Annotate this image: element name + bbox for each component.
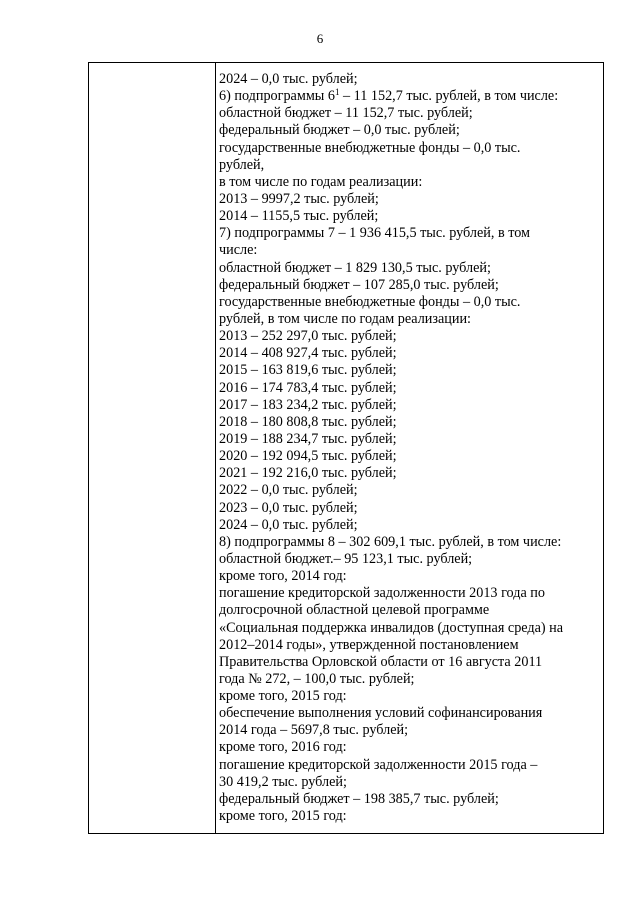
text-line: рублей, [219,156,265,173]
text-line: 2015 – 163 819,6 тыс. рублей; [219,362,397,379]
text-line: 30 419,2 тыс. рублей; [219,773,347,790]
text-line: областной бюджет – 1 829 130,5 тыс. рублей; [219,259,491,276]
text-line: 2024 – 0,0 тыс. рублей; [219,516,358,533]
text-line: федеральный бюджет – 107 285,0 тыс. рублей; [219,276,499,293]
text-lines [219,71,599,825]
text-line: областной бюджет – 11 152,7 тыс. рублей; [219,105,473,122]
text-line: 7) подпрограммы 7 – 1 936 415,5 тыс. рублей, в том [219,225,531,242]
text-line: «Социальная поддержка инвалидов (доступная среда) на [219,619,564,636]
text-line: 2020 – 192 094,5 тыс. рублей; [219,448,397,465]
text-line: в том числе по годам реализации: [219,173,423,190]
page-number: 6 [316,31,324,46]
table-right-cell [216,63,603,833]
text-line: кроме того, 2014 год: [219,568,347,585]
text-line: погашение кредиторской задолженности 2013 года по [219,585,545,602]
text-line: 2014 – 408 927,4 тыс. рублей; [219,345,397,362]
text-line: областной бюджет.– 95 123,1 тыс. рублей; [219,550,473,567]
text-line: 2016 – 174 783,4 тыс. рублей; [219,379,397,396]
text-line: федеральный бюджет – 0,0 тыс. рублей; [219,122,460,139]
superscript: 1 [334,87,340,98]
text-line: 2014 года – 5697,8 тыс. рублей; [219,722,409,739]
text-line: 2023 – 0,0 тыс. рублей; [219,499,358,516]
text-line: кроме того, 2016 год: [219,739,347,756]
text-line: числе: [219,242,258,259]
table-left-cell [89,63,216,833]
text-line: 2024 – 0,0 тыс. рублей; [219,71,358,87]
text-fragment: 6) подпрограммы 6 [219,88,335,105]
text-line: долгосрочной областной целевой программе [219,602,490,619]
text-line: рублей, в том числе по годам реализации: [219,310,471,327]
text-line: 2021 – 192 216,0 тыс. рублей; [219,465,397,482]
text-line: обеспечение выполнения условий софинансирования [219,705,543,722]
text-line: 2022 – 0,0 тыс. рублей; [219,482,358,499]
text-line: года № 272, – 100,0 тыс. рублей; [219,670,415,687]
text-line: 2018 – 180 808,8 тыс. рублей; [219,413,397,430]
text-line: 2013 – 252 297,0 тыс. рублей; [219,328,397,345]
text-line: кроме того, 2015 год: [219,808,347,825]
text-line: федеральный бюджет – 198 385,7 тыс. рублей; [219,790,499,807]
text-line: государственные внебюджетные фонды – 0,0 тыс. [219,139,521,156]
text-line-subprogram-6 [219,88,599,105]
text-line: 2019 – 188 234,7 тыс. рублей; [219,430,397,447]
document-table [88,62,604,834]
text-line: 2014 – 1155,5 тыс. рублей; [219,208,379,225]
text-fragment: – 11 152,7 тыс. рублей, в том числе: [339,88,559,105]
text-line: кроме того, 2015 год: [219,688,347,705]
text-line: Правительства Орловской области от 16 августа 2011 [219,653,543,670]
text-line: 8) подпрограммы 8 – 302 609,1 тыс. рублей, в том числе: [219,533,562,550]
text-line: государственные внебюджетные фонды – 0,0 тыс. [219,293,521,310]
text-line: 2012–2014 годы», утвержденной постановлением [219,636,519,653]
text-line: 2013 – 9997,2 тыс. рублей; [219,190,379,207]
text-line: 2017 – 183 234,2 тыс. рублей; [219,396,397,413]
text-line: погашение кредиторской задолженности 2015 года – [219,756,538,773]
